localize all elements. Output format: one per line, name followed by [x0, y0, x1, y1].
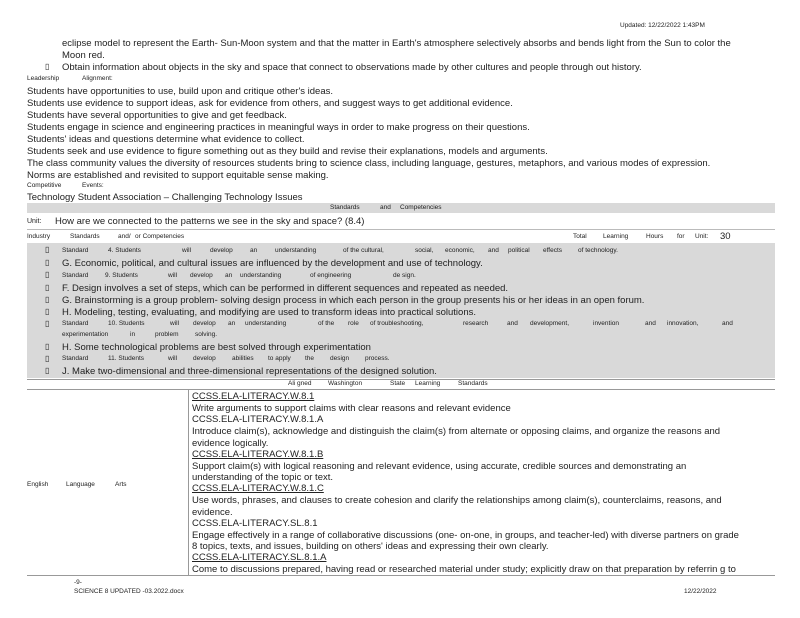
bullet-icon: ▯ [45, 307, 50, 316]
bullet-icon: ▯ [45, 354, 50, 363]
standard-description: Support claim(s) with logical reasoning and relevant evidence, using accurate, credible sources and demonstrating an [192, 461, 687, 472]
table-bottom-border [27, 575, 775, 576]
industry-word: and/ [118, 233, 131, 240]
industry-word: Standards [70, 233, 100, 240]
total-hours-word: Unit: [695, 233, 709, 240]
leadership-line: Students use evidence to support ideas, ask for evidence from others, and suggest ways to get additional evidence. [27, 98, 513, 109]
standard-description: Come to discussions prepared, having read or researched material under study; explicitly draw on that preparation by referrin g to [192, 564, 736, 575]
unit-question: How are we connected to the patterns we see in the sky and space? (8.4) [55, 216, 365, 227]
column-divider [188, 389, 189, 575]
subject-word: Arts [115, 481, 127, 488]
standards-header-word: Competencies [400, 204, 442, 211]
aligned-header-word: Learning [415, 380, 441, 387]
bullet-icon: ▯ [45, 295, 50, 304]
standards-header-word: Standards [330, 204, 360, 211]
competency-item: G. Brainstorming is a group problem- solving design process in which each person in the group presents his or her ideas in an open forum. [62, 295, 645, 306]
page-number: -9- [74, 579, 82, 586]
standard-code-link[interactable]: CCSS.ELA-LITERACY.SL.8.1.A [192, 552, 327, 563]
competitive-label: Competitive [27, 182, 62, 189]
standard-description: Engage effectively in a range of collaborative discussions (one- on-one, in groups, and teacher-led) with diverse partners on grade [192, 530, 739, 541]
standard-description: Introduce claim(s), acknowledge and distinguish the claim(s) from alternate or opposing claims, and organize the reasons and [192, 426, 721, 437]
aligned-header-word: State [390, 380, 406, 387]
subject-word: Language [66, 481, 95, 488]
bullet-icon: ▯ [45, 319, 50, 328]
bullet-icon: ▯ [45, 258, 50, 267]
standard-code-link[interactable]: CCSS.ELA-LITERACY.W.8.1.B [192, 449, 324, 460]
competency-item: F. Design involves a set of steps, which can be performed in different sequences and repeated as needed. [62, 283, 509, 294]
footer-filename: SCIENCE 8 UPDATED -03.2022.docx [74, 588, 184, 595]
industry-word: Industry [27, 233, 51, 240]
aligned-header-word: Washington [328, 380, 363, 387]
total-hours-value: 30 [720, 231, 731, 242]
bullet-icon: ▯ [45, 342, 50, 351]
bullet-text-line: Obtain information about objects in the sky and space that connect to observations made by other cultures and people through out history. [62, 62, 642, 73]
standard-code: CCSS.ELA-LITERACY.W.8.1.A [192, 414, 324, 425]
competency-item: H. Some technological problems are best solved through experimentation [62, 342, 371, 353]
standard-description: evidence logically. [192, 438, 269, 449]
leadership-line: Students have several opportunities to give and get feedback. [27, 110, 287, 121]
bullet-text-line: Moon red. [62, 50, 105, 61]
standard-description: evidence. [192, 507, 233, 518]
competitive-events-value: Technology Student Association – Challenging Technology Issues [27, 192, 303, 203]
leadership-line: Students engage in science and engineering practices in meaningful ways in order to make progress on their questions. [27, 122, 530, 133]
competency-item: G. Economic, political, and cultural issues are influenced by the development and use of technology. [62, 258, 483, 269]
industry-word: or Competencies [135, 233, 185, 240]
total-hours-word: for [677, 233, 685, 240]
leadership-line: Students have opportunities to use, build upon and critique other's ideas. [27, 86, 334, 97]
row-divider [27, 229, 775, 230]
alignment-label: Alignment: [82, 75, 113, 82]
unit-label: Unit: [27, 218, 42, 225]
bullet-text-line: eclipse model to represent the Earth- Sun-Moon system and that the matter in Earth's atmosphere selectively absorbs and bends light from the Sun to color the [62, 38, 731, 49]
bullet-icon: ▯ [45, 283, 50, 292]
footer-date: 12/22/2022 [684, 588, 717, 595]
standard-code-link[interactable]: CCSS.ELA-LITERACY.W.8.1 [192, 391, 315, 402]
standard-description: Use words, phrases, and clauses to create cohesion and clarify the relationships among claim(s), counterclaims, reasons, and [192, 495, 722, 506]
row-divider [27, 389, 775, 390]
aligned-header-word: Ali gned [288, 380, 312, 387]
events-label: Events: [82, 182, 104, 189]
subject-word: English [27, 481, 49, 488]
standards-header-word: and [380, 204, 391, 211]
standard-description: Write arguments to support claims with clear reasons and relevant evidence [192, 403, 511, 414]
leadership-line: The class community values the diversity of resources students bring to science class, including language, gestures, metaphors, and various modes of expression. [27, 158, 711, 169]
updated-timestamp: Updated: 12/22/2022 1:43PM [620, 22, 705, 29]
leadership-label: Leadership [27, 75, 60, 82]
aligned-header-word: Standards [458, 380, 488, 387]
bullet-icon: ▯ [45, 62, 50, 71]
total-hours-word: Total [573, 233, 587, 240]
bullet-icon: ▯ [45, 366, 50, 375]
leadership-line: Students seek and use evidence to figure something out as they build and revise their explanations, models and arguments. [27, 146, 548, 157]
competency-item: J. Make two-dimensional and three-dimensional representations of the designed solution. [62, 366, 437, 377]
total-hours-word: Hours [646, 233, 664, 240]
total-hours-word: Learning [603, 233, 629, 240]
competency-item: H. Modeling, testing, evaluating, and modifying are used to transform ideas into practical solutions. [62, 307, 477, 318]
leadership-line: Students' ideas and questions determine what evidence to collect. [27, 134, 305, 145]
bullet-icon: ▯ [45, 245, 50, 254]
standard-code-link[interactable]: CCSS.ELA-LITERACY.W.8.1.C [192, 483, 324, 494]
standard-code: CCSS.ELA-LITERACY.SL.8.1 [192, 518, 318, 529]
standard-description: 8 topics, texts, and issues, building on others' ideas and expressing their own clearly. [192, 541, 549, 552]
bullet-icon: ▯ [45, 270, 50, 279]
standard-description: understanding of the topic or text. [192, 472, 334, 483]
leadership-line: Norms are established and revisited to support equitable sense making. [27, 170, 329, 181]
